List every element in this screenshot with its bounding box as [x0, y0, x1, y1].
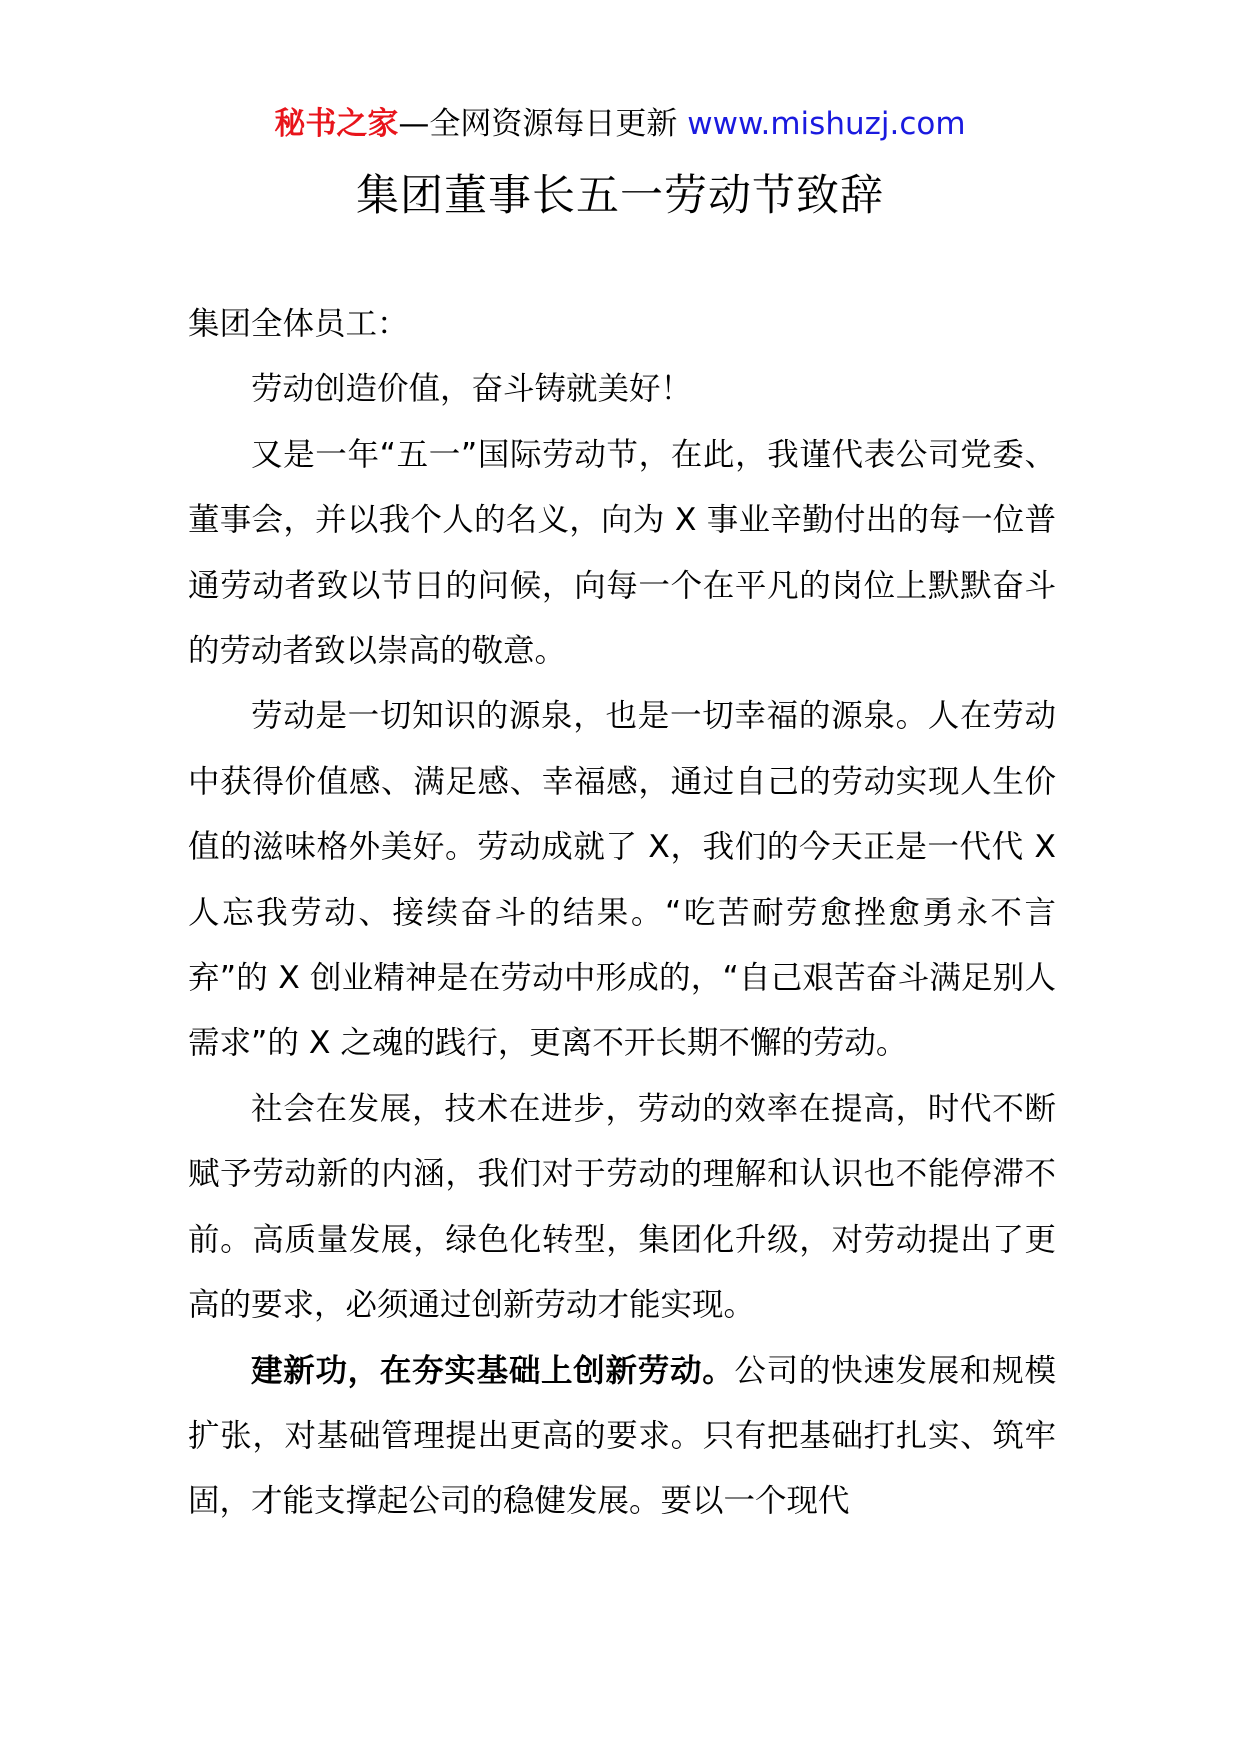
brand-name: 秘书之家 — [274, 106, 399, 142]
paragraph: 又是一年“五一”国际劳动节，在此，我谨代表公司党委、董事会，并以我个人的名义，向为 X 事业辛勤付出的每一位普通劳动者致以节日的问候，向每一个在平凡的岗位上默默奋斗的劳动者致以崇高的敬意。 — [188, 436, 1056, 670]
paragraph: 社会在发展，技术在进步，劳动的效率在提高，时代不断赋予劳动新的内涵，我们对于劳动的理解和认识也不能停滞不前。高质量发展，绿色化转型，集团化升级，对劳动提出了更高的要求，必须通过创新劳动才能实现。 — [188, 1090, 1056, 1324]
paragraph — [188, 1339, 1056, 1535]
document-body — [188, 292, 1056, 1535]
paragraph-bold-lead: 建新功，在夯实基础上创新劳动。 — [251, 1352, 735, 1389]
document-title: 集团董事长五一劳动节致辞 — [356, 171, 884, 221]
salutation: 集团全体员工： — [188, 306, 409, 342]
header-tagline: —全网资源每日更新 — [398, 106, 688, 142]
watermark-header — [0, 102, 1240, 146]
paragraph-text: 公司的快速发展和规模扩张，对基础管理提出更高的要求。只有把基础打扎实、筑牢固，才能支撑起公司的稳健发展。要以一个现代 — [188, 1352, 1056, 1520]
site-url-link[interactable]: www.mishuzj.com — [687, 106, 966, 142]
paragraph: 劳动是一切知识的源泉，也是一切幸福的源泉。人在劳动中获得价值感、满足感、幸福感，通过自己的劳动实现人生价值的滋味格外美好。劳动成就了 X，我们的今天正是一代代 X 人忘我劳动、接续奋斗的结果。“吃苦耐劳愈挫愈勇永不言弃”的 X 创业精神是在劳动中形成的，“自己艰苦奋斗满足别人需求”的 X 之魂的践行，更离不开长期不懈的劳动。 — [188, 698, 1056, 1062]
paragraph: 劳动创造价值，奋斗铸就美好！ — [251, 371, 693, 408]
